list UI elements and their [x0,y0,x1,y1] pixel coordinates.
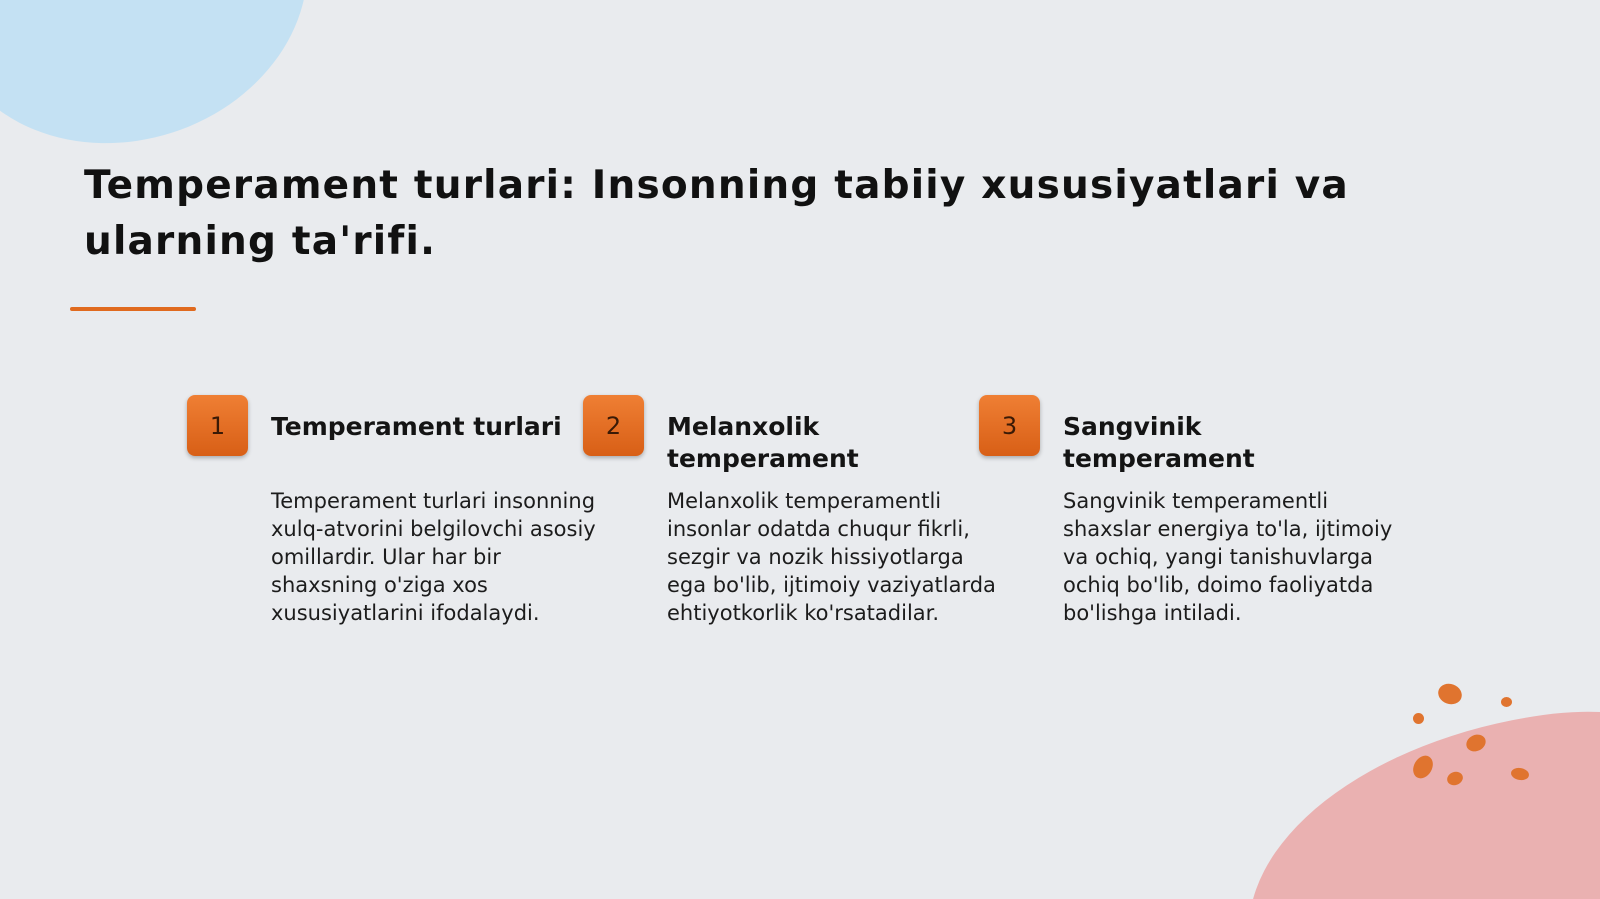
item-heading: Sangvinik temperament [1063,412,1255,473]
item-description: Melanxolik temperamentli insonlar odatda chuqur fikrli, sezgir va nozik hissiyotlarga ega bo'lib, ijtimoiy vaziyatlarda ehtiyotkorlik ko'rsatadilar. [667,489,996,625]
title-underline [70,307,196,311]
decorative-dot [1435,680,1464,707]
number-badge: 2 [583,395,644,456]
slide-title: Temperament turlari: Insonning tabiiy xususiyatlari va ularning ta'rifi. [84,163,1349,264]
list-item [583,395,996,665]
item-heading: Temperament turlari [271,412,562,441]
item-description: Temperament turlari insonning xulq-atvorini belgilovchi asosiy omillardir. Ular har bir shaxsning o'ziga xos xususiyatlarini ifodalaydi. [271,489,596,625]
list-item [187,395,596,665]
decorative-pink-shape [1224,687,1600,899]
item-description: Sangvinik temperamentli shaxslar energiya to'la, ijtimoiy va ochiq, yangi tanishuvlarga ochiq bo'lib, doimo faoliyatda bo'lishga intiladi. [1063,489,1393,625]
number-badge: 1 [187,395,248,456]
decorative-dot [1501,697,1512,707]
decorative-dot [1413,713,1424,724]
list-item [979,395,1393,665]
item-heading: Melanxolik temperament [667,412,859,473]
number-badge: 3 [979,395,1040,456]
